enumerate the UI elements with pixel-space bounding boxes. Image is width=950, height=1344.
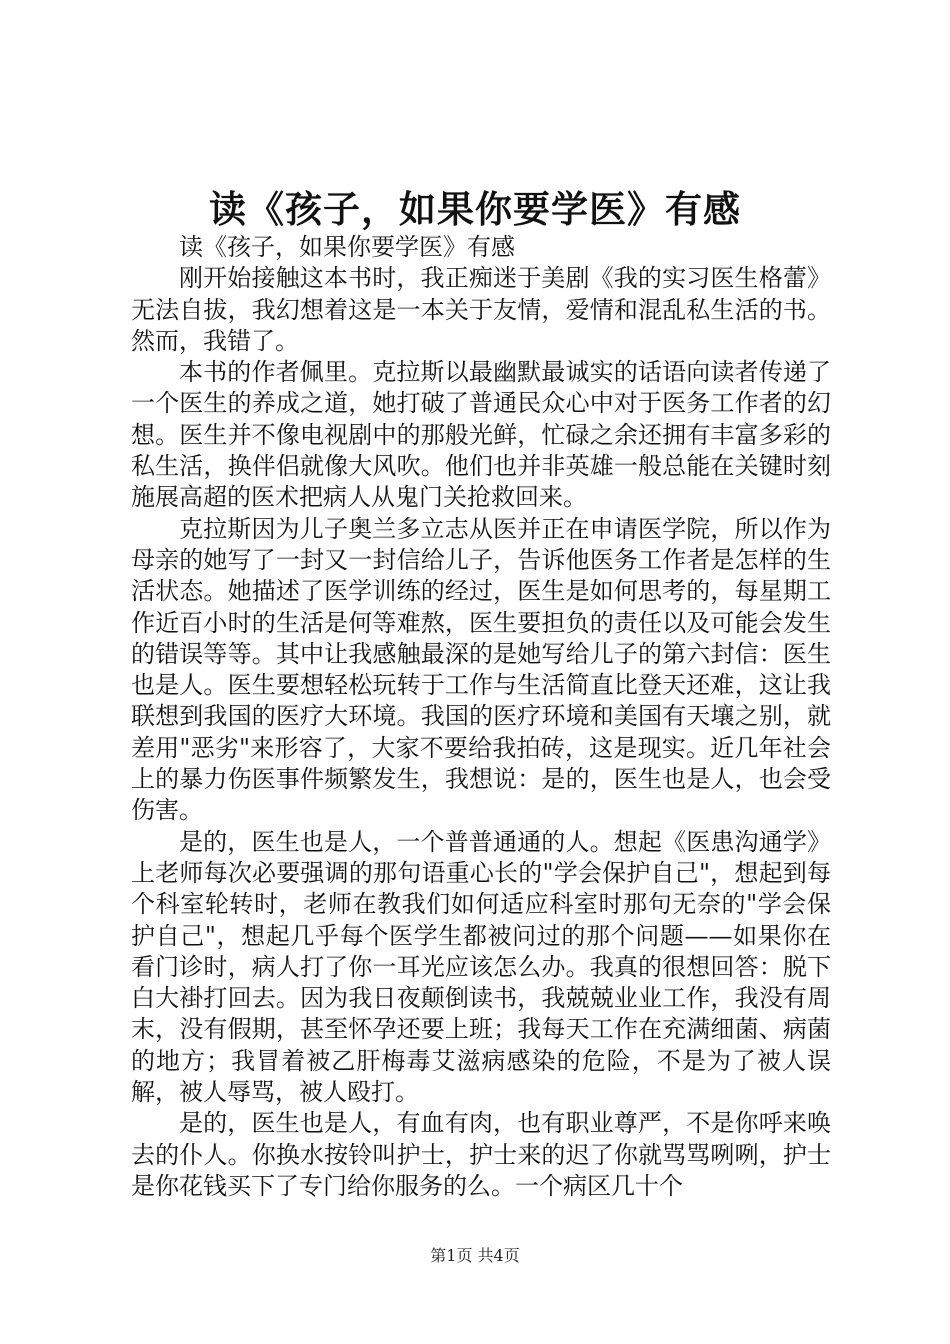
paragraph: 刚开始接触这本书时，我正痴迷于美剧《我的实习医生格蕾》无法自拔，我幻想着这是一本关于友情，爱情和混乱私生活的书。然而，我错了。 [131, 264, 831, 355]
document-title: 读《孩子，如果你要学医》有感 [209, 187, 741, 231]
paragraph: 本书的作者佩里。克拉斯以最幽默最诚实的话语向读者传递了一个医生的养成之道，她打破了普通民众心中对于医务工作者的幻想。医生并不像电视剧中的那般光鲜，忙碌之余还拥有丰富多彩的私生活，换伴侣就像大风吹。他们也并非英雄一般总能在关键时刻施展高超的医术把病人从鬼门关抢救回来。 [131, 358, 831, 512]
page-number-footer: 第1页 共4页 [430, 1246, 520, 1265]
paragraph: 是的，医生也是人，有血有肉，也有职业尊严，不是你呼来唤去的仆人。你换水按铃叫护士，护士来的迟了你就骂骂咧咧，护士是你花钱买下了专门给你服务的么。一个病区几十个 [131, 1109, 831, 1200]
paragraph-subtitle: 读《孩子，如果你要学医》有感 [179, 233, 515, 261]
paragraph: 是的，医生也是人，一个普普通通的人。想起《医患沟通学》上老师每次必要强调的那句语重心长的"学会保护自己"，想起到每个科室轮转时，老师在教我们如何适应科室时那句无奈的"学会保护自己"，想起几乎每个医学生都被问过的那个问题——如果你在看门诊时，病人打了你一耳光应该怎么办。我真的很想回答：脱下白大褂打回去。因为我日夜颠倒读书，我兢兢业业工作，我没有周末，没有假期，甚至怀孕还要上班；我每天工作在充满细菌、病菌的地方；我冒着被乙肝梅毒艾滋病感染的危险，不是为了被人误解，被人辱骂，被人殴打。 [131, 827, 831, 1107]
paragraph: 克拉斯因为儿子奥兰多立志从医并正在申请医学院，所以作为母亲的她写了一封又一封信给儿子，告诉他医务工作者是怎样的生活状态。她描述了医学训练的经过，医生是如何思考的，每星期工作近百小时的生活是何等难熬，医生要担负的责任以及可能会发生的错误等等。其中让我感触最深的是她写给儿子的第六封信：医生也是人。医生要想轻松玩转于工作与生活简直比登天还难，这让我联想到我国的医疗大环境。我国的医疗环境和美国有天壤之别，就差用"恶劣"来形容了，大家不要给我拍砖，这是现实。近几年社会上的暴力伤医事件频繁发生，我想说：是的，医生也是人，也会受伤害。 [131, 514, 831, 825]
document-body [131, 232, 831, 1202]
